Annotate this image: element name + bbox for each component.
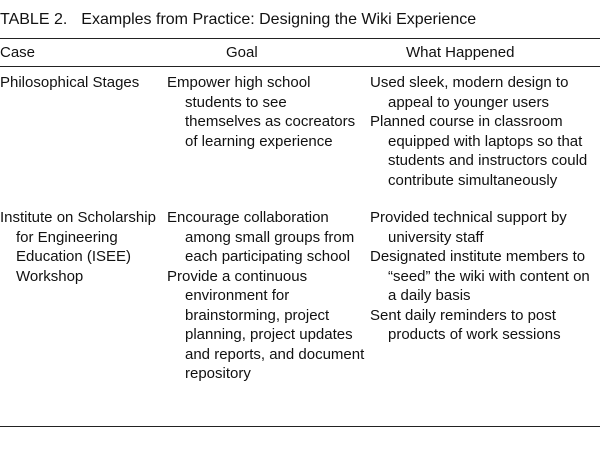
table-row-1-happened-cell xyxy=(370,73,598,190)
goal-entry: Provide a continuous environment for brainstorming, project planning, project updates and reports, and document repository xyxy=(167,267,365,382)
goal-entry: Encourage collaboration among small groups from each participating school xyxy=(167,209,355,265)
column-header-case: Case xyxy=(0,44,36,61)
column-header-what-happened: What Happened xyxy=(406,44,515,61)
case-name: Philosophical Stages xyxy=(0,74,140,91)
bottom-rule xyxy=(0,426,600,427)
table-row-2-case-cell xyxy=(0,208,160,286)
top-rule xyxy=(0,38,600,39)
table-row-1-goal-cell xyxy=(167,73,365,151)
outcome-entry: Used sleek, modern design to appeal to younger users xyxy=(370,74,569,111)
case-name: Institute on Scholarship for Engineering Education (ISEE) Workshop xyxy=(0,209,156,285)
table-caption xyxy=(0,10,476,30)
outcome-entry: Designated institute members to “seed” the wiki with content on a daily basis xyxy=(370,248,590,304)
table-label: TABLE 2. xyxy=(0,11,68,28)
table-row-2-happened-cell xyxy=(370,208,598,345)
table-row-2-goal-cell xyxy=(167,208,365,384)
table-title: Examples from Practice: Designing the Wiki Experience xyxy=(81,11,477,28)
table-row-1-case-cell xyxy=(0,73,160,93)
outcome-entry: Sent daily reminders to post products of work sessions xyxy=(370,306,561,343)
outcome-entry: Planned course in classroom equipped with laptops so that students and instructors could contribute simultaneously xyxy=(370,113,588,189)
outcome-entry: Provided technical support by university staff xyxy=(370,209,567,246)
header-rule xyxy=(0,66,600,67)
goal-entry: Empower high school students to see themselves as cocreators of learning experience xyxy=(167,74,356,150)
column-header-goal: Goal xyxy=(226,44,258,61)
